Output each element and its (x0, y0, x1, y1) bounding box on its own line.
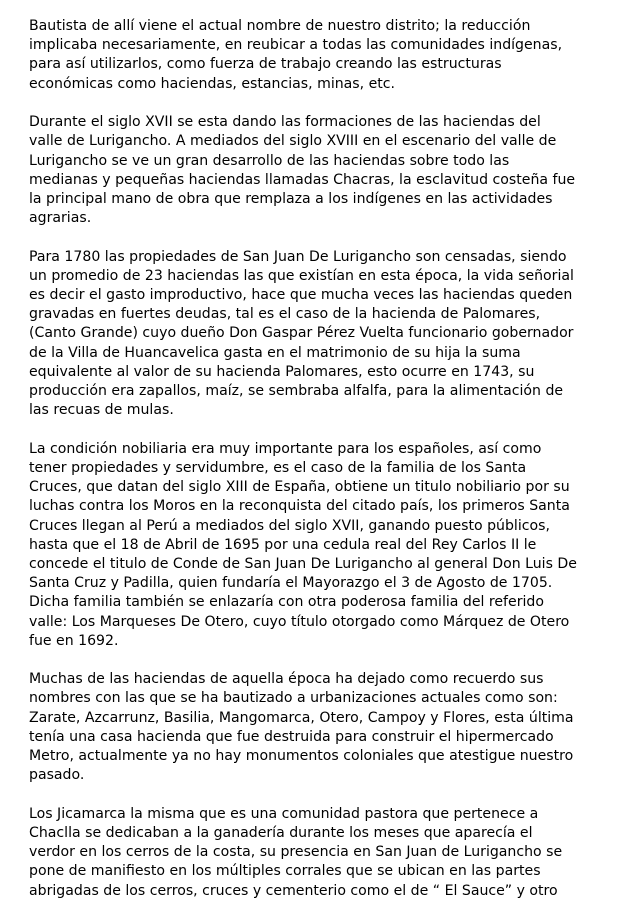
text-line: hasta que el 18 de Abril de 1695 por una cedula real del Rey Carlos II le (29, 536, 537, 553)
text-line: la principal mano de obra que remplaza a los indígenes en las actividades (29, 190, 553, 207)
text-line: medianas y pequeñas haciendas llamadas Chacras, la esclavitud costeña fue (29, 171, 576, 188)
text-line: Lurigancho se ve un gran desarrollo de las haciendas sobre todo las (29, 152, 510, 169)
text-line: de la Villa de Huancavelica gasta en el matrimonio de su hija la suma (29, 344, 521, 361)
paragraph (29, 670, 619, 785)
text-line: abrigadas de los cerros, cruces y cementerio como el de “ El Sauce” y otro (29, 882, 558, 899)
text-line: Metro, actualmente ya no hay monumentos coloniales que atestigue nuestro (29, 748, 574, 765)
text-line: para así utilizarlos, como fuerza de trabajo creando las estructuras (29, 56, 502, 73)
text-line: un promedio de 23 haciendas las que existían en esta época, la vida señorial (29, 267, 574, 284)
paragraph (29, 805, 619, 901)
paragraph (29, 248, 619, 421)
text-line: Bautista de allí viene el actual nombre de nuestro distrito; la reducción (29, 18, 531, 34)
text-line: las recuas de mulas. (29, 402, 174, 419)
text-line: Los Jicamarca la misma que es una comunidad pastora que pertenece a (29, 805, 539, 822)
text-line: luchas contra los Moros en la reconquista del citado país, los primeros Santa (29, 498, 570, 515)
text-line: económicas como haciendas, estancias, minas, etc. (29, 75, 396, 92)
text-line: Para 1780 las propiedades de San Juan De Lurigancho son censadas, siendo (29, 248, 567, 265)
text-line: La condición nobiliaria era muy importante para los españoles, así como (29, 440, 542, 457)
text-line: gravadas en fuertes deudas, tal es el caso de la hacienda de Palomares, (29, 306, 541, 323)
text-line: tener propiedades y servidumbre, es el caso de la familia de los Santa (29, 459, 527, 476)
text-line: Dicha familia también se enlazaría con otra poderosa familia del referido (29, 594, 544, 611)
text-line: valle: Los Marqueses De Otero, cuyo título otorgado como Márquez de Otero (29, 613, 570, 630)
text-line: Cruces, que datan del siglo XIII de España, obtiene un titulo nobiliario por su (29, 479, 570, 496)
paragraph (29, 17, 619, 94)
text-line: Santa Cruz y Padilla, quien fundaría el Mayorazgo el 3 de Agosto de 1705. (29, 575, 553, 592)
text-line: es decir el gasto improductivo, hace que mucha veces las haciendas queden (29, 287, 573, 304)
document-body (29, 17, 619, 920)
text-line: Durante el siglo XVII se esta dando las formaciones de las haciendas del (29, 114, 541, 131)
text-line: producción era zapallos, maíz, se sembraba alfalfa, para la alimentación de (29, 383, 564, 400)
text-line: tenía una casa hacienda que fue destruida para construir el hipermercado (29, 728, 554, 745)
text-line: (Canto Grande) cuyo dueño Don Gaspar Pérez Vuelta funcionario gobernador (29, 325, 574, 342)
text-line: pasado. (29, 767, 85, 784)
text-line: nombres con las que se ha bautizado a urbanizaciones actuales como son: (29, 690, 558, 707)
text-line: fue en 1692. (29, 632, 119, 649)
text-line: Muchas de las haciendas de aquella época ha dejado como recuerdo sus (29, 671, 544, 688)
paragraph (29, 440, 619, 651)
text-line: agrarias. (29, 210, 92, 227)
text-line: implicaba necesariamente, en reubicar a todas las comunidades indígenas, (29, 37, 563, 54)
text-line: equivalente al valor de su hacienda Palomares, esto ocurre en 1743, su (29, 363, 535, 380)
text-line: pone de manifiesto en los múltiples corrales que se ubican en las partes (29, 863, 541, 880)
paragraph (29, 113, 619, 228)
text-line: valle de Lurigancho. A mediados del siglo XVIII en el escenario del valle de (29, 133, 557, 150)
text-line: concede el titulo de Conde de San Juan De Lurigancho al general Don Luis De (29, 555, 577, 572)
text-line: Zarate, Azcarrunz, Basilia, Mangomarca, Otero, Campoy y Flores, esta última (29, 709, 574, 726)
text-line: Cruces llegan al Perú a mediados del siglo XVII, ganando puesto públicos, (29, 517, 550, 534)
text-line: verdor en los cerros de la costa, su presencia en San Juan de Lurigancho se (29, 844, 563, 861)
text-line: Chaclla se dedicaban a la ganadería durante los meses que aparecía el (29, 825, 533, 841)
